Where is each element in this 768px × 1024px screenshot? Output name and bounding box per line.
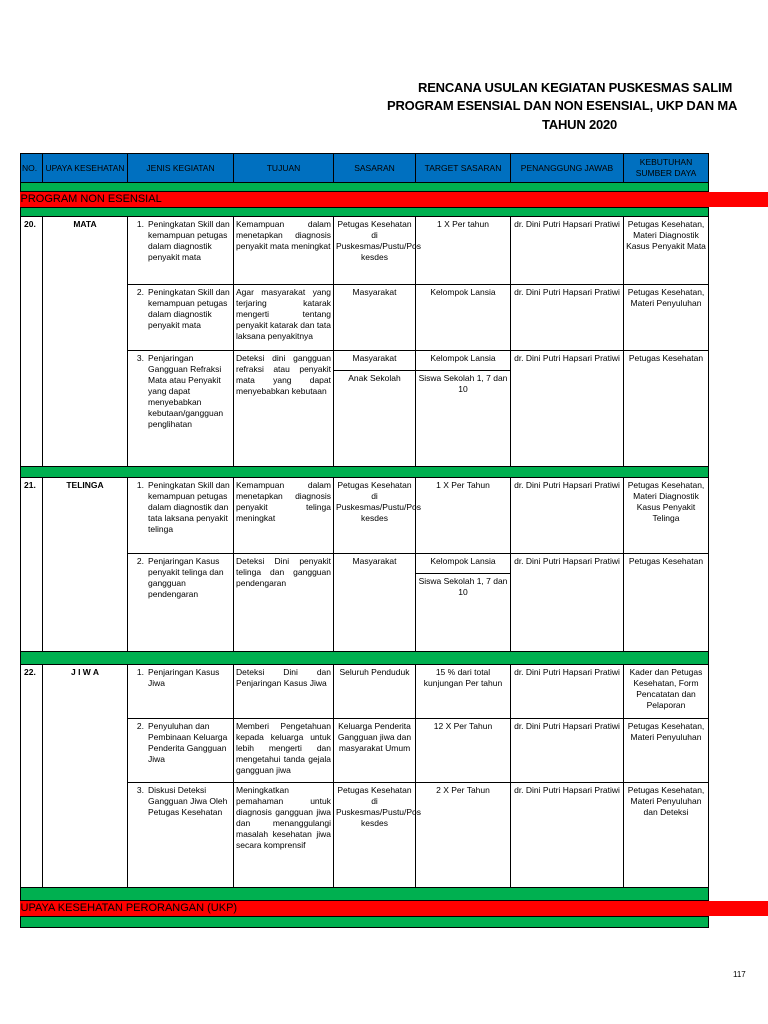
kebutuhan-cell: Petugas Kesehatan (624, 554, 709, 652)
upaya-name: J I W A (43, 665, 128, 888)
target-cell: 1 X Per tahun (416, 217, 511, 285)
upaya-name: MATA (43, 217, 128, 467)
document-title-line3: TAHUN 2020 (542, 117, 618, 132)
header-pj: PENANGGUNG JAWAB (511, 154, 624, 183)
table-row (21, 478, 709, 554)
tujuan-cell: Kemampuan dalam menetapkan diagnosis penyakit mata meningkat (234, 217, 334, 285)
header-target: TARGET SASARAN (416, 154, 511, 183)
section-row (21, 192, 709, 208)
header-tujuan: TUJUAN (234, 154, 334, 183)
jenis-cell: 2. Penjaringan Kasus penyakit telinga dan gangguan pendengaran (128, 554, 234, 652)
kebutuhan-cell: Petugas Kesehatan, Materi Penyuluhan (624, 285, 709, 351)
sasaran-cell: Petugas Kesehatan di Puskesmas/Pustu/Pos kesdes (334, 217, 416, 285)
header-upaya: UPAYA KESEHATAN (43, 154, 128, 183)
upaya-name: TELINGA (43, 478, 128, 652)
tujuan-cell: Deteksi Dini penyakit telinga dan gangguan pendengaran (234, 554, 334, 652)
sasaran-cell: Petugas Kesehatan di Puskesmas/Pustu/Pos kesdes (334, 783, 416, 888)
jenis-cell: 1. Peningkatan Skill dan kemampuan petugas dalam diagnostik dan tata laksana penyakit telinga (128, 478, 234, 554)
header-jenis: JENIS KEGIATAN (128, 154, 234, 183)
pj-cell: dr. Dini Putri Hapsari Pratiwi (511, 351, 624, 467)
green-band (21, 467, 709, 478)
document-title-line2: PROGRAM ESENSIAL DAN NON ESENSIAL, UKP DAN MA (387, 98, 738, 113)
target-cell: Kelompok Lansia Siswa Sekolah 1, 7 dan 10 (416, 351, 511, 467)
section-label-non-esensial: PROGRAM NON ESENSIAL (20, 192, 768, 207)
target-cell: 2 X Per Tahun (416, 783, 511, 888)
table-row (21, 217, 709, 285)
target-cell: 1 X Per Tahun (416, 478, 511, 554)
row-number: 22. (21, 665, 43, 888)
pj-cell: dr. Dini Putri Hapsari Pratiwi (511, 554, 624, 652)
kebutuhan-cell: Kader dan Petugas Kesehatan, Form Pencatatan dan Pelaporan (624, 665, 709, 719)
jenis-cell: 1. Penjaringan Kasus Jiwa (128, 665, 234, 719)
target-cell: 15 % dari total kunjungan Per tahun (416, 665, 511, 719)
sasaran-cell: Seluruh Penduduk (334, 665, 416, 719)
pj-cell: dr. Dini Putri Hapsari Pratiwi (511, 665, 624, 719)
green-band (21, 917, 709, 928)
sasaran-cell: Keluarga Penderita Gangguan jiwa dan masyarakat Umum (334, 719, 416, 783)
document-title-line1: RENCANA USULAN KEGIATAN PUSKESMAS SALIM (418, 80, 733, 95)
tujuan-cell: Deteksi Dini dan Penjaringan Kasus Jiwa (234, 665, 334, 719)
section-label-ukp: UPAYA KESEHATAN PERORANGAN (UKP) (20, 901, 768, 916)
jenis-cell: 2. Penyuluhan dan Pembinaan Keluarga Penderita Gangguan Jiwa (128, 719, 234, 783)
tujuan-cell: Agar masyarakat yang terjaring katarak mengerti tentang penyakit katarak dan tata laksana penyakitnya (234, 285, 334, 351)
tujuan-cell: Meningkatkan pemahaman untuk diagnosis gangguan jiwa dan menanggulangi masalah kesehatan jiwa secara komprensif (234, 783, 334, 888)
header-no: NO. (21, 154, 43, 183)
target-cell: Kelompok Lansia Siswa Sekolah 1, 7 dan 10 (416, 554, 511, 652)
sasaran-cell: Masyarakat Anak Sekolah (334, 351, 416, 467)
target-cell: 12 X Per Tahun (416, 719, 511, 783)
tujuan-cell: Memberi Pengetahuan kepada keluarga untuk lebih mengerti dan mengetahui tanda gejala gangguan jiwa (234, 719, 334, 783)
jenis-cell: 3. Diskusi Deteksi Gangguan Jiwa Oleh Petugas Kesehatan (128, 783, 234, 888)
target-cell: Kelompok Lansia (416, 285, 511, 351)
table-header-row (21, 154, 709, 183)
kebutuhan-cell: Petugas Kesehatan, Materi Diagnostik Kasus Penyakit Mata (624, 217, 709, 285)
sasaran-cell: Petugas Kesehatan di Puskesmas/Pustu/Pos kesdes (334, 478, 416, 554)
pj-cell: dr. Dini Putri Hapsari Pratiwi (511, 478, 624, 554)
section-row (21, 901, 709, 917)
green-band (21, 652, 709, 665)
header-kebutuhan: KEBUTUHAN SUMBER DAYA (624, 154, 709, 183)
pj-cell: dr. Dini Putri Hapsari Pratiwi (511, 783, 624, 888)
pj-cell: dr. Dini Putri Hapsari Pratiwi (511, 285, 624, 351)
kebutuhan-cell: Petugas Kesehatan, Materi Diagnostik Kasus Penyakit Telinga (624, 478, 709, 554)
page-number: 117 (733, 970, 746, 979)
sasaran-cell: Masyarakat (334, 554, 416, 652)
green-band (21, 183, 709, 192)
jenis-cell: 1. Peningkatan Skill dan kemampuan petugas dalam diagnostik penyakit mata (128, 217, 234, 285)
kebutuhan-cell: Petugas Kesehatan (624, 351, 709, 467)
table-row (21, 665, 709, 719)
tujuan-cell: Kemampuan dalam menetapkan diagnosis penyakit telinga meningkat (234, 478, 334, 554)
jenis-cell: 2. Peningkatan Skill dan kemampuan petugas dalam diagnostik penyakit mata (128, 285, 234, 351)
green-band (21, 208, 709, 217)
jenis-cell: 3. Penjaringan Gangguan Refraksi Mata atau Penyakit yang dapat menyebabkan kebutaan/gangguan penglihatan (128, 351, 234, 467)
pj-cell: dr. Dini Putri Hapsari Pratiwi (511, 719, 624, 783)
green-band (21, 888, 709, 901)
row-number: 20. (21, 217, 43, 467)
tujuan-cell: Deteksi dini gangguan refraksi atau penyakit mata yang dapat menyebabkan kebutaan (234, 351, 334, 467)
header-sasaran: SASARAN (334, 154, 416, 183)
pj-cell: dr. Dini Putri Hapsari Pratiwi (511, 217, 624, 285)
kebutuhan-cell: Petugas Kesehatan, Materi Penyuluhan (624, 719, 709, 783)
sasaran-cell: Masyarakat (334, 285, 416, 351)
kebutuhan-cell: Petugas Kesehatan, Materi Penyuluhan dan Deteksi (624, 783, 709, 888)
row-number: 21. (21, 478, 43, 652)
activity-plan-table (20, 153, 709, 928)
